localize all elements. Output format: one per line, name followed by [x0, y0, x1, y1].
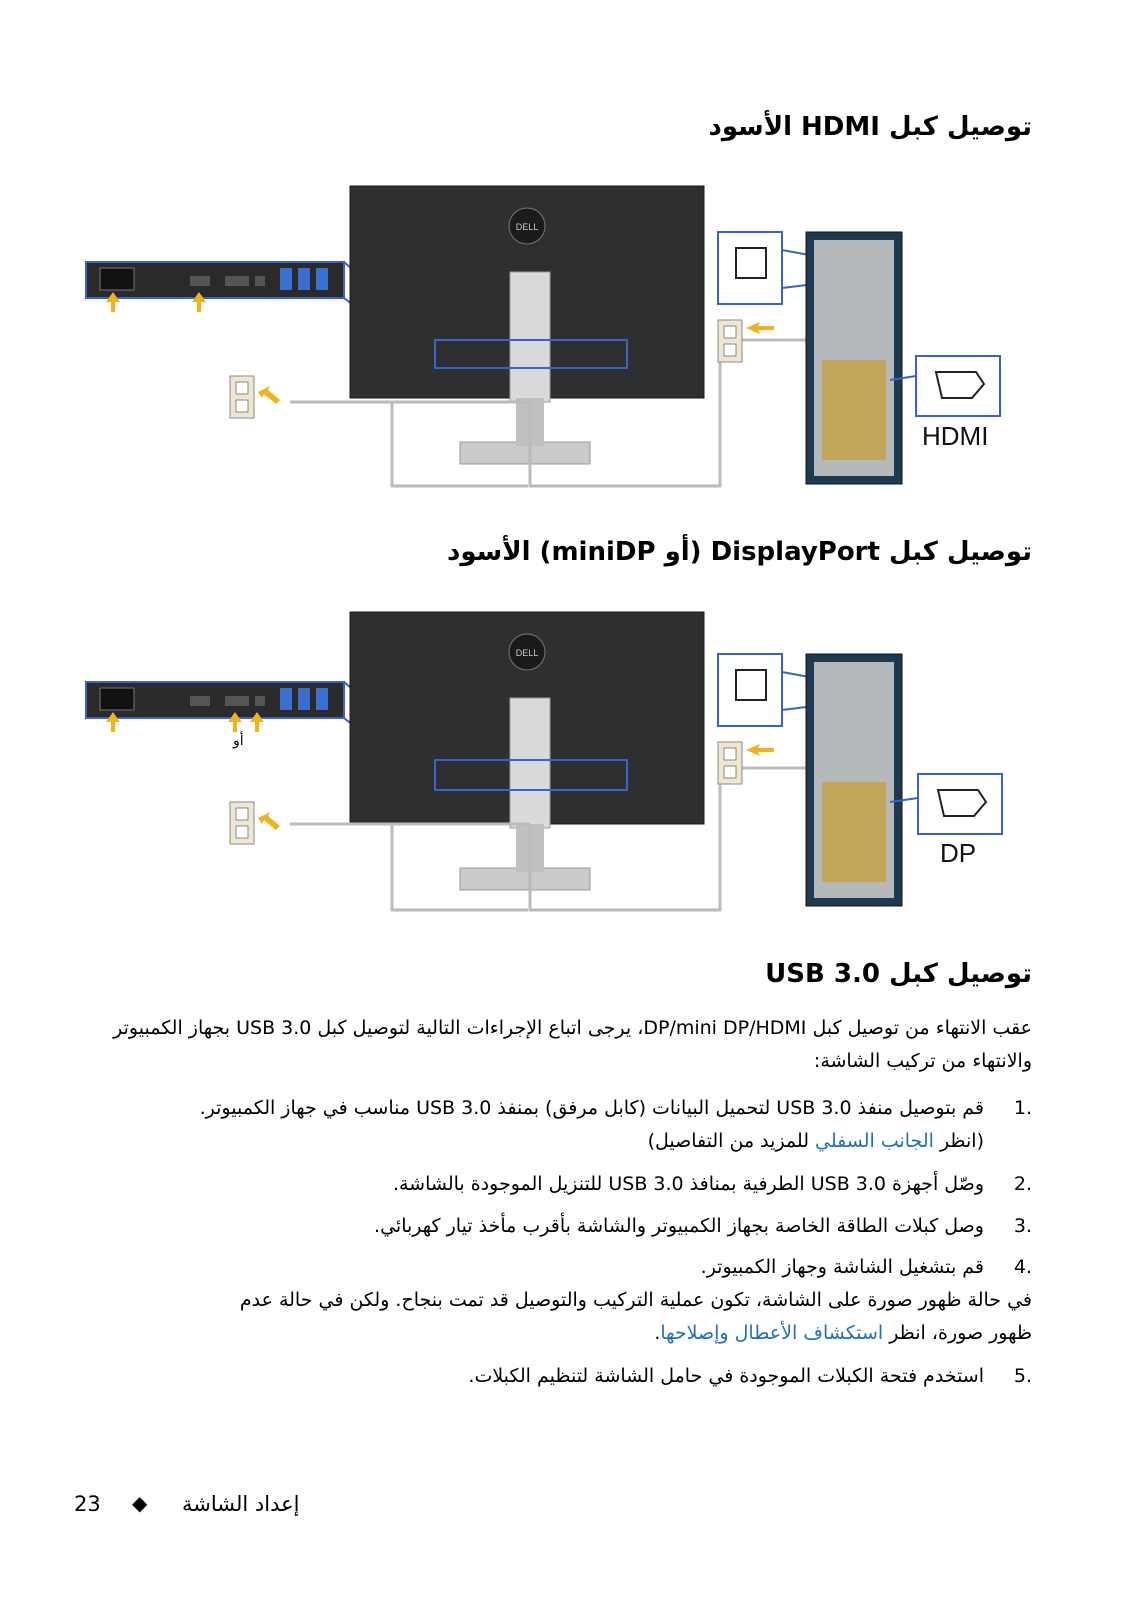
- diamond-separator-icon: ◆: [132, 1491, 148, 1515]
- usb-intro-paragraph: عقب الانتهاء من توصيل كبل DP/mini DP/HDMI، يرجى اتباع الإجراءات التالية لتوصيل كبل USB 3.0 بجهاز الكمبيوتر والانتهاء من تركيب الشاشة:: [113, 1017, 1032, 1072]
- arrow-icon: [258, 386, 280, 404]
- step-number: 5.: [1013, 1365, 1032, 1387]
- computer-tower-2: [806, 654, 902, 906]
- step-number: 1.: [1013, 1097, 1032, 1119]
- monitor-back-2: [350, 612, 704, 890]
- step-1: [96, 1092, 1032, 1158]
- section2-heading: توصيل كبل DisplayPort (أو miniDP) الأسود: [447, 537, 1032, 567]
- step-text: .: [654, 1322, 661, 1344]
- step-text: قم بتشغيل الشاشة وجهاز الكمبيوتر.: [700, 1256, 984, 1278]
- dp-port-label: DP: [940, 838, 977, 868]
- wall-outlet-icon-right: [718, 320, 742, 362]
- or-label: أو: [233, 733, 244, 749]
- step-text: للمزيد من التفاصيل): [647, 1130, 816, 1152]
- step-5: [96, 1360, 1032, 1393]
- step-2: [96, 1168, 1032, 1201]
- wall-outlet-icon: [230, 376, 254, 418]
- step-text: وصل كبلات الطاقة الخاصة بجهاز الكمبيوتر والشاشة بأقرب مأخذ تيار كهربائي.: [374, 1215, 984, 1237]
- power-plug-icon: [736, 248, 766, 278]
- bottom-view-link[interactable]: الجانب السفلي: [815, 1130, 934, 1152]
- step-text: وصّل أجهزة USB 3.0 الطرفية بمنافذ USB 3.0 للتنزيل الموجودة بالشاشة.: [392, 1173, 984, 1195]
- power-plug-icon: [736, 670, 766, 700]
- wall-outlet-icon-right: [718, 742, 742, 784]
- footer-section-title: إعداد الشاشة: [182, 1492, 300, 1516]
- page-number: 23: [74, 1492, 101, 1516]
- step-text: ظهور صورة، انظر: [883, 1322, 1032, 1344]
- step-text: (انظر: [933, 1130, 984, 1152]
- section3-heading: توصيل كبل USB 3.0: [765, 959, 1032, 989]
- section1-heading: توصيل كبل HDMI الأسود: [708, 112, 1032, 142]
- step-text: قم بتوصيل منفذ USB 3.0 لتحميل البيانات (كابل مرفق) بمنفذ USB 3.0 مناسب في جهاز الكمبيوتر.: [199, 1097, 984, 1119]
- step-number: 3.: [1013, 1215, 1032, 1237]
- step-number: 4.: [1013, 1256, 1032, 1278]
- monitor-back: [350, 186, 704, 464]
- step-text: في حالة ظهور صورة على الشاشة، تكون عملية التركيب والتوصيل قد تمت بنجاح. ولكن في حالة عدم: [239, 1289, 1032, 1311]
- svg-text:DELL: DELL: [515, 648, 539, 658]
- displayport-connection-diagram: [80, 606, 1040, 926]
- step-4: [96, 1251, 1032, 1350]
- monitor-port-panel-2: [86, 682, 344, 718]
- monitor-port-panel: [86, 262, 344, 298]
- hdmi-connection-diagram: [80, 180, 1040, 500]
- troubleshooting-link[interactable]: استكشاف الأعطال وإصلاحها: [660, 1322, 884, 1344]
- hdmi-port-label: HDMI: [922, 421, 989, 451]
- step-number: 2.: [1013, 1173, 1032, 1195]
- step-3: [96, 1210, 1032, 1243]
- wall-outlet-icon: [230, 802, 254, 844]
- step-text: استخدم فتحة الكبلات الموجودة في حامل الشاشة لتنظيم الكبلات.: [468, 1365, 984, 1387]
- svg-text:DELL: DELL: [515, 222, 539, 232]
- computer-tower: [806, 232, 902, 484]
